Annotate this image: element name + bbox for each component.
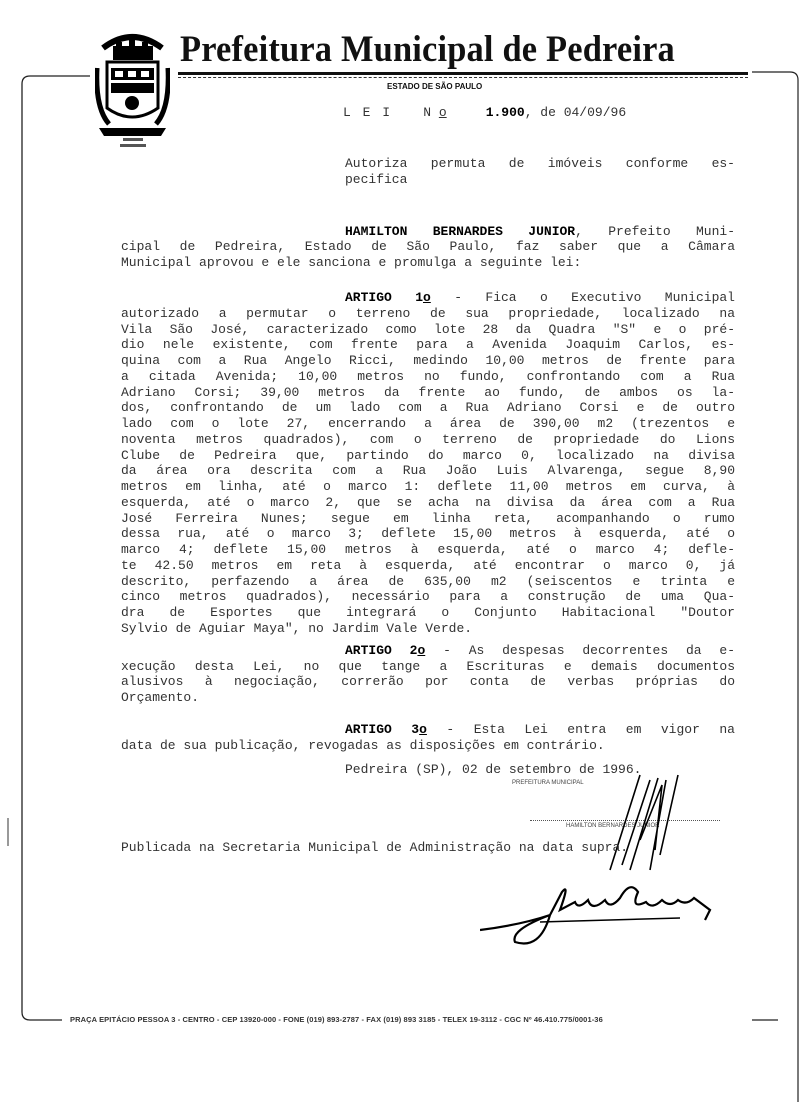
summary-line: pecifica (345, 172, 408, 187)
article-line: te 42.50 metros em reta à esquerda, até encontrar o marco 0, já (121, 557, 735, 573)
coat-of-arms-logo (95, 28, 170, 150)
article-heading: ARTIGO 2 (345, 643, 418, 658)
article-line: autorizado a permutar o terreno de sua propriedade, localizado na (121, 305, 735, 321)
article-ordinal: o (417, 643, 426, 658)
law-date: , de 04/09/96 (524, 105, 627, 120)
article-line: Vila São José, caracterizado como lote 28 da Quadra "S" e o pré- (121, 321, 735, 337)
article-heading-line (345, 722, 735, 738)
header-rule (178, 72, 748, 75)
law-label: L E I (343, 105, 393, 120)
article-line: descrito, perfazendo a área de 635,00 m2 (seiscentos e trinta e (121, 573, 735, 589)
initials-signature (600, 770, 690, 880)
article-line: alusivos à negociação, correrão por conta de verbas próprias do (121, 674, 735, 689)
law-number-suffix: o (438, 105, 447, 120)
letterhead-subtitle: ESTADO DE SÃO PAULO (387, 82, 483, 91)
article-line: da área ora descrita com a Rua João Luis Alvarenga, segue 8,90 (121, 463, 735, 479)
article-line: Orçamento. (121, 689, 200, 705)
article-text: - As despesas decorrentes da e- (425, 643, 735, 658)
article-line: José Ferreira Nunes; segue em linha reta, acompanhando o rumo (121, 510, 735, 526)
article-line: metros em linha, até o marco 1: deflete 11,00 metros em curva, à (121, 479, 735, 494)
header-rule-dashed (178, 77, 748, 78)
article-line: marco 4; deflete 15,00 metros à esquerda, até o marco 4; defle- (121, 542, 735, 557)
article-line: lado com o lote 27, encerrando a área de 390,00 m2 (trezentos e (121, 416, 735, 431)
publication-note: Publicada na Secretaria Municipal de Administração na data supra. (121, 840, 629, 855)
article-line: data de sua publicação, revogadas as disposições em contrário. (121, 737, 605, 753)
stamp-name: HAMILTON BERNARDES JUNIOR (566, 823, 660, 829)
law-number-label: N (423, 105, 432, 120)
article-text: - Fica o Executivo Municipal (430, 290, 735, 305)
letterhead-title: Prefeitura Municipal de Pedreira (180, 29, 675, 70)
article-line: dos, confrontando de um lado com a Rua Adriano Corsi e de outro (121, 400, 735, 416)
article-heading-line (345, 290, 735, 306)
mayor-name: HAMILTON BERNARDES JUNIOR (345, 224, 576, 239)
article-line: esquerda, até o marco 2, que se acha na divisa da área com a Rua (121, 494, 735, 510)
summary-line: Autoriza permuta de imóveis conforme es- (345, 156, 735, 171)
article-line: Clube de Pedreira que, partindo do marco 0, localizado na divisa (121, 447, 735, 463)
article-line: dra de Esportes que integrará o Conjunto Habitacional "Doutor (121, 605, 735, 620)
preamble-line: cipal de Pedreira, Estado de São Paulo, faz saber que a Câmara (121, 239, 735, 254)
article-ordinal: o (419, 722, 427, 737)
article-line: a citada Avenida; 10,00 metros no fundo, confrontando com a Rua (121, 368, 735, 384)
article-line: dessa rua, até o marco 3; deflete 15,00 metros à esquerda, até o (121, 526, 735, 542)
article-line: cinco metros quadrados), necessário para a construção de uma Qua- (121, 589, 735, 605)
place-date: Pedreira (SP), 02 de setembro de 1996. (345, 762, 642, 777)
article-line: noventa metros quadrados), com o terreno de propriedade do Lions (121, 431, 735, 447)
article-heading-line (345, 643, 735, 659)
footer-address: PRAÇA EPITÁCIO PESSOA 3 - CENTRO - CEP 13920-000 - FONE (019) 893-2787 - FAX (019) 893 3185 - TELEX 19-3112 - CGC Nº 46.410.775/0001-36 (70, 1015, 603, 1024)
preamble-text: , Prefeito Muni- (575, 224, 735, 239)
law-number: 1.900 (485, 105, 525, 120)
article-heading: ARTIGO 3 (345, 722, 420, 737)
article-line: xecução desta Lei, no que tange a Escrituras e demais documentos (121, 658, 735, 674)
article-line: Adriano Corsi; 39,00 metros da frente ao fundo, de ambos os la- (121, 384, 735, 400)
article-ordinal: o (423, 290, 431, 305)
article-line: dio nele existente, com frente para a Avenida Joaquim Carlos, es- (121, 337, 735, 353)
article-line: quina com a Rua Angelo Ricci, medindo 10,00 metros de frente para (121, 353, 735, 368)
preamble-line: Municipal aprovou e ele sanciona e promulga a seguinte lei: (121, 255, 582, 270)
preamble-first-line (345, 224, 735, 240)
article-heading: ARTIGO 1 (345, 290, 423, 305)
mayor-signature (480, 870, 720, 950)
law-title (343, 105, 626, 120)
article-text: - Esta Lei entra em vigor na (426, 722, 735, 737)
stamp-header: PREFEITURA MUNICIPAL (512, 780, 584, 786)
article-line: Sylvio de Aguiar Maya", no Jardim Vale Verde. (121, 620, 473, 636)
